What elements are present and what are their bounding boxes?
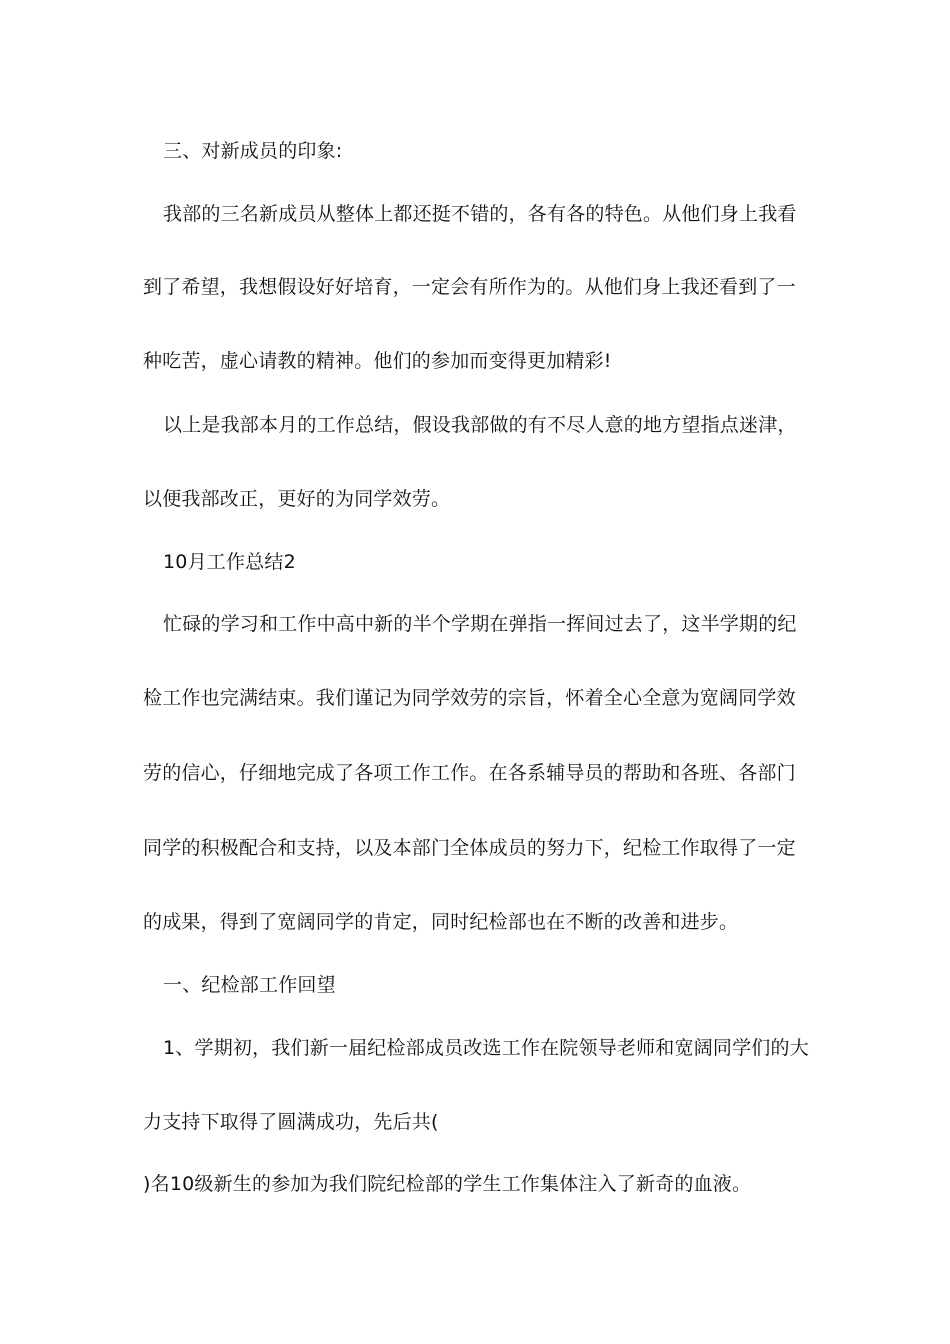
paragraph-line: 同学的积极配合和支持，以及本部门全体成员的努力下，纪检工作取得了一定	[143, 837, 796, 859]
paragraph-line: 我部的三名新成员从整体上都还挺不错的，各有各的特色。从他们身上我看	[163, 203, 797, 225]
paragraph-line: 到了希望，我想假设好好培育，一定会有所作为的。从他们身上我还看到了一	[143, 276, 796, 298]
paragraph-line: 以上是我部本月的工作总结，假设我部做的有不尽人意的地方望指点迷津，	[163, 414, 797, 436]
paragraph-line: 种吃苦，虚心请教的精神。他们的参加而变得更加精彩!	[143, 350, 612, 372]
section-heading-summary: 10月工作总结2	[163, 551, 296, 573]
section-heading-impression: 三、对新成员的印象:	[163, 140, 343, 162]
paragraph-line: 1、学期初，我们新一届纪检部成员改选工作在院领导老师和宽阔同学们的大	[163, 1037, 809, 1059]
paragraph-line: 检工作也完满结束。我们谨记为同学效劳的宗旨，怀着全心全意为宽阔同学效	[143, 687, 796, 709]
paragraph-line: 以便我部改正，更好的为同学效劳。	[143, 488, 451, 510]
section-heading-review: 一、纪检部工作回望	[163, 974, 336, 996]
paragraph-line: 忙碌的学习和工作中高中新的半个学期在弹指一挥间过去了，这半学期的纪	[163, 613, 797, 635]
paragraph-line: 劳的信心，仔细地完成了各项工作工作。在各系辅导员的帮助和各班、各部门	[143, 762, 796, 784]
paragraph-line: 的成果，得到了宽阔同学的肯定，同时纪检部也在不断的改善和进步。	[143, 911, 739, 933]
paragraph-line: )名10级新生的参加为我们院纪检部的学生工作集体注入了新奇的血液。	[143, 1173, 752, 1195]
paragraph-line: 力支持下取得了圆满成功，先后共(	[143, 1111, 439, 1133]
